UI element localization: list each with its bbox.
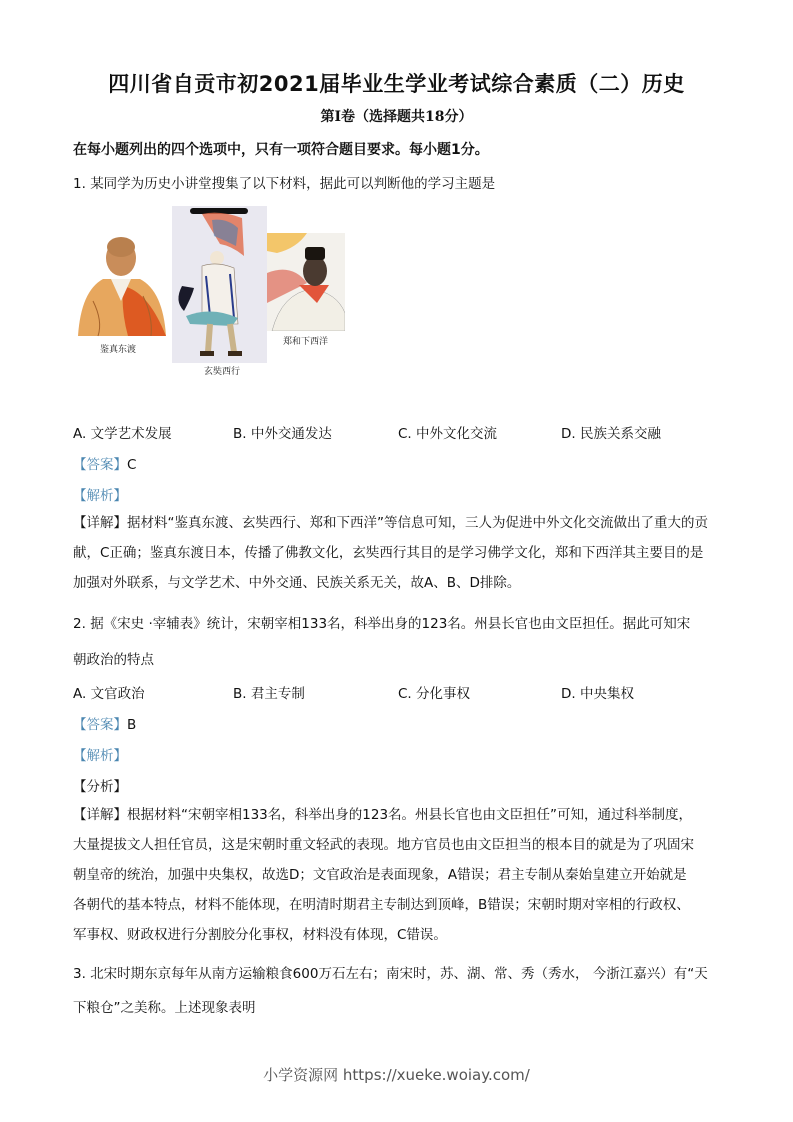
option-b[interactable]: B. 君主专制: [233, 686, 305, 702]
question-2-answer: [73, 713, 136, 733]
option-d[interactable]: D. 中央集权: [561, 686, 634, 702]
question-1-analysis-tag: 【解析】: [73, 488, 127, 504]
pilgrim-painting-image: [172, 206, 267, 363]
detail-tag: 【详解】: [73, 515, 127, 531]
question-1-stem: [73, 172, 495, 192]
image-caption: 玄奘西行: [204, 367, 241, 377]
answer-value: C: [127, 457, 137, 473]
instruction: 在每小题列出的四个选项中，只有一项符合题目要求。每小题1分。: [73, 142, 489, 158]
question-text: 某同学为历史小讲堂搜集了以下材料，据此可以判断他的学习主题是: [90, 176, 496, 192]
question-2-stem: 2. 据《宋史 ·宰辅表》统计，宋朝宰相133名，科举出身的123名。州县长官也由文臣担任。据此可知宋 朝政治的特点: [73, 616, 691, 668]
admiral-portrait-image: [267, 233, 345, 331]
answer-value: B: [127, 717, 137, 733]
option-c[interactable]: C. 分化事权: [398, 686, 471, 702]
option-a[interactable]: A. 文学艺术发展: [73, 426, 172, 442]
question-1-answer: [73, 453, 136, 473]
option-a[interactable]: A. 文官政治: [73, 686, 145, 702]
option-d[interactable]: D. 民族关系交融: [561, 426, 661, 442]
question-3-stem: 3. 北宋时期东京每年从南方运输粮食600万石左右；南宋时，苏、湖、常、秀（秀水， 今浙江嘉兴）有“天 下粮仓”之美称。上述现象表明: [73, 966, 708, 1016]
document-title: 四川省自贡市初2021届毕业生学业考试综合素质（二）历史: [108, 72, 685, 96]
question-number: 3.: [73, 966, 86, 982]
answer-tag: 【答案】: [73, 717, 127, 733]
question-number: 2.: [73, 616, 86, 632]
question-1-images: [70, 204, 360, 379]
question-2-detail: 【详解】根据材料“宋朝宰相133名，科举出身的123名。州县长官也由文臣担任”可知，通过科举制度， 大量提拔文人担任官员，这是宋朝时重文轻武的表现。地方官员也由文臣担当的根本目的就是为了巩固宋 朝皇帝的统治，加强中央集权，故选D；文官政治是表面现象，A错误；君主专制从秦始皇建立开始就是 各朝代的基本特点，材料不能体现，在明清时期君主专制达到顶峰，B错误；宋朝时期对宰相的行政权、 军事权、财政权进行分割胶分化事权，材料没有体现，C错误。: [73, 807, 694, 943]
question-2-sub-analysis-tag: 【分析】: [73, 779, 127, 795]
question-2-options: [73, 682, 733, 702]
image-caption: 鉴真东渡: [100, 345, 137, 355]
question-2-analysis-tag: 【解析】: [73, 748, 127, 764]
image-caption: 郑和下西洋: [283, 337, 329, 347]
monk-portrait-image: [73, 231, 170, 341]
answer-tag: 【答案】: [73, 457, 127, 473]
option-c[interactable]: C. 中外文化交流: [398, 426, 498, 442]
question-1-options: [73, 422, 733, 442]
footer-watermark: 小学资源网 https://xueke.woiay.com/: [263, 1066, 530, 1084]
question-number: 1.: [73, 176, 86, 192]
section-heading: 第Ⅰ卷（选择题共18分）: [320, 109, 473, 125]
detail-tag: 【详解】: [73, 807, 127, 823]
question-1-detail: 【详解】据材料“鉴真东渡、玄奘西行、郑和下西洋”等信息可知，三人为促进中外文化交流做出了重大的贡 献，C正确；鉴真东渡日本，传播了佛教文化，玄奘西行其目的是学习佛学文化，郑和下西洋其主要目的是 加强对外联系，与文学艺术、中外交通、民族关系无关，故A、B、D排除。: [73, 515, 708, 591]
option-b[interactable]: B. 中外交通发达: [233, 426, 332, 442]
